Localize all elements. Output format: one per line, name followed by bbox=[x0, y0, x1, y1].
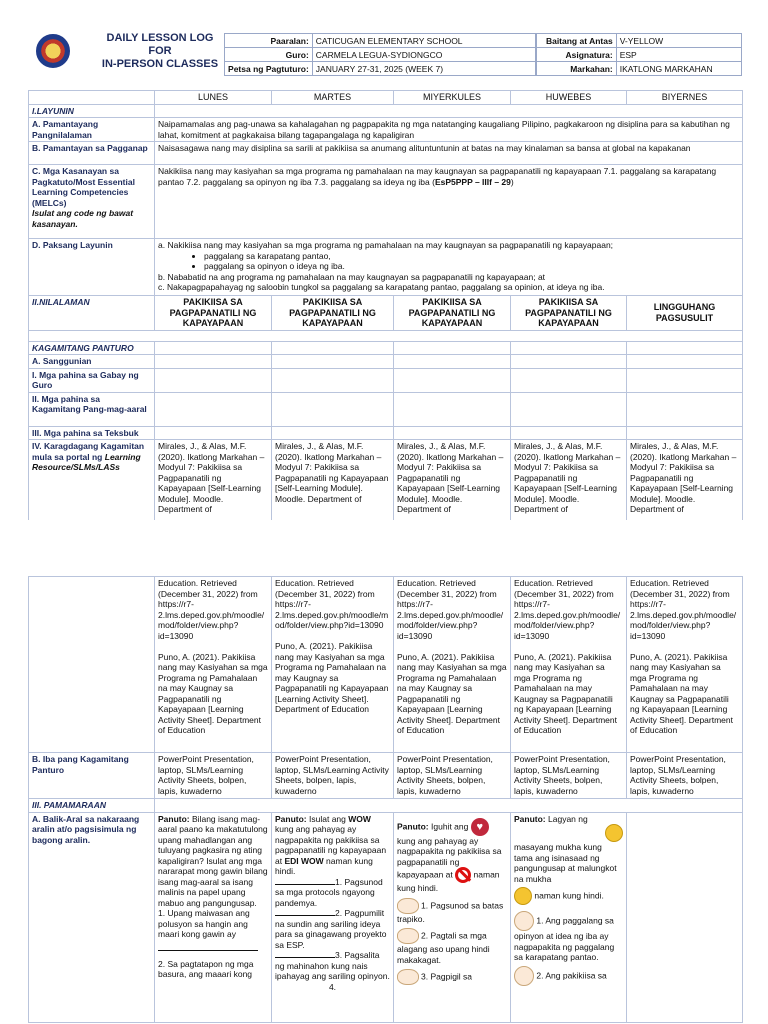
paksang-layunin-cell bbox=[155, 239, 743, 296]
balik-aral-huwebes bbox=[511, 812, 627, 1022]
ref-miyerkules-puno: Puno, A. (2021). Pakikiisa nang may Kasiyahan sa mga Programa ng Pamahalaan na may Kaugnay sa Pagpapanatili ng Kapayapaan [Learning Activity Sheet]. Department of Education bbox=[397, 651, 507, 735]
guro-label: Guro: bbox=[225, 48, 313, 62]
melc-note: Isulat ang code ng bawat kasanayan. bbox=[32, 208, 134, 229]
day-header-miyerkules: MIYERKULES bbox=[394, 91, 511, 105]
huwebes-item-2: 2. Ang pakikiisa sa bbox=[536, 969, 607, 980]
lunes-instruction: Bilang isang mag-aaral paano ka makatutulong upang mahadlangan ang tuluyang pagkasira ng ating kapaligiran? Isulat ang mga nararapat mong gawin bilang isang mag-aaral sa isang malinis na papel upang mabuo ang pangungusap. bbox=[158, 813, 268, 908]
martes-item-2: 2. Pagpumilit na sundin ang sariling ideya para sa ginagawang proyekto sa ESP. bbox=[275, 908, 387, 950]
martes-text-2: kung ang pahayag ay nagpapakita ng pakikiisa sa pagpapanatili ng kapayapaan at bbox=[275, 824, 387, 866]
melc-code: EsP5PPP – IIIf – 29 bbox=[434, 176, 511, 187]
iba-biyernes: PowerPoint Presentation, laptop, SLMs/Learning Activity Sheets, bolpen, lapis, kuwaderno bbox=[627, 753, 743, 799]
martes-item-4: 4. bbox=[328, 981, 337, 992]
huwebes-text-2: masayang mukha kung tama ang isinasaad ng pangungusap at malungkot na mukha bbox=[514, 842, 617, 884]
huwebes-text-3: naman kung hindi. bbox=[534, 890, 604, 901]
lunes-item-2: 2. Sa pagtatapon ng mga basura, ang maaari kong bbox=[158, 958, 254, 979]
karagdagang-italic: Learning Resource/SLMs/LASs bbox=[32, 451, 141, 472]
paksang-layunin-b: b. Nababatid na ang programa ng pamahalaan na may kaugnayan sa pagpapanatili ng kapayapaan; at bbox=[158, 271, 546, 282]
miyerkules-item-1: 1. Pagsunod sa batas trapiko. bbox=[397, 899, 504, 924]
martes-wow: WOW bbox=[348, 813, 371, 824]
ref-biyernes-cell bbox=[627, 577, 743, 753]
ref-martes-puno: Puno, A. (2021). Pakikiisa nang may Kasiyahan sa mga Programa ng Pamahalaan na may Kaugnay sa Pagpapanatili ng Kapayapaan [Learning Activity Sheet]. Department of Education bbox=[275, 641, 389, 714]
ref-huwebes-puno: Puno, A. (2021). Pakikiisa nang may Kasiyahan sa mga Programa ng Pamahalaan na may Kaugnay sa Pagpapanatili ng Kapayapaan [Learning Activity Sheet]. Department of Education bbox=[514, 651, 617, 735]
happy-face-icon bbox=[605, 824, 623, 842]
lunes-item-1: 1. Upang maiwasan ang polusyon sa hangin ang maari kong gawin ay bbox=[158, 908, 250, 939]
karagdagang-label-cell bbox=[29, 440, 155, 522]
paksang-layunin-bullet-1: • paggalang sa karapatang pantao, bbox=[204, 251, 739, 262]
ref-lunes-cell bbox=[155, 577, 272, 753]
iba-lunes: PowerPoint Presentation, laptop, SLMs/Learning Activity Sheets, bolpen, lapis, kuwaderno bbox=[155, 753, 272, 799]
iba-martes: PowerPoint Presentation, laptop, SLMs/Learning Activity Sheets, bolpen, lapis, kuwaderno bbox=[272, 753, 394, 799]
asignatura-value: ESP bbox=[616, 48, 741, 62]
header-info-right bbox=[536, 33, 742, 76]
answer-line bbox=[275, 957, 335, 958]
nilalaman-heading: II.NILALAMAN bbox=[29, 296, 155, 331]
martes-text-3: naman kung hindi. bbox=[275, 855, 373, 876]
teksbuk-label: III. Mga pahina sa Teksbuk bbox=[29, 426, 155, 440]
answer-circle-icon bbox=[514, 966, 534, 986]
sad-face-icon bbox=[514, 887, 532, 905]
topic-martes: PAKIKIISA SA PAGPAPANATILI NG KAPAYAPAAN bbox=[272, 296, 394, 331]
sanggunian-label: A. Sanggunian bbox=[29, 355, 155, 369]
paksang-layunin-bullet-2: • paggalang sa opinyon o ideya ng iba. bbox=[204, 261, 739, 272]
martes-edi-wow: EDI WOW bbox=[284, 855, 324, 866]
panuto-lunes: Panuto: bbox=[158, 813, 190, 824]
miyerkules-text-1: Iguhit ang bbox=[431, 820, 469, 831]
page-gap bbox=[0, 520, 768, 568]
panuto-miyerkules: Panuto: bbox=[397, 820, 429, 831]
header-info-left bbox=[224, 33, 536, 76]
martes-item-1: 1. Pagsunod sa mga protocols ngayong pandemya. bbox=[275, 876, 383, 908]
martes-item-3: 3. Pagsalita ng mahinahon kung nais ipahayag ang sariling opinyon. bbox=[275, 950, 390, 981]
pamamaraan-heading: III. PAMAMARAAN bbox=[29, 799, 155, 813]
ref-miyerkules-p1: Mirales, J., & Alas, M.F. (2020). Ikatlong Markahan – Modyul 7: Pakikiisa sa Pagpapanatili ng Kapayapaan [Self-Learning Module]. Moodle. Department of bbox=[394, 440, 511, 522]
deped-seal-icon bbox=[36, 34, 70, 68]
panuto-martes: Panuto: bbox=[275, 813, 307, 824]
answer-shape-icon bbox=[397, 969, 419, 985]
guro-value: CARMELA LEGUA-SYDIONGCO bbox=[312, 48, 535, 62]
huwebes-text-1: Lagyan ng bbox=[548, 813, 588, 824]
martes-text-1: Isulat ang bbox=[309, 813, 346, 824]
topic-miyerkules: PAKIKIISA SA PAGPAPANATILI NG KAPAYAPAAN bbox=[394, 296, 511, 331]
balik-aral-martes bbox=[272, 812, 394, 1022]
title-line-3: IN-PERSON CLASSES bbox=[101, 58, 219, 70]
ref-miyerkules-cell bbox=[394, 577, 511, 753]
asignatura-label: Asignatura: bbox=[537, 48, 617, 62]
lesson-table-page2 bbox=[28, 576, 743, 1023]
paksang-layunin-bullets bbox=[158, 251, 739, 272]
page-2 bbox=[0, 568, 768, 1024]
paaralan-value: CATICUGAN ELEMENTARY SCHOOL bbox=[312, 34, 535, 48]
kagamitan-heading: KAGAMITANG PANTURO bbox=[29, 341, 155, 355]
miyerkules-text-3: naman kung hindi. bbox=[397, 869, 500, 893]
pamantayan-sa-pagganap-text: Naisasagawa nang may disiplina sa sarili at pakikiisa sa anumang alituntuntunin at batas na may kinalaman sa bansa at global na kapakanan bbox=[155, 142, 743, 165]
heart-icon: ♥ bbox=[471, 818, 489, 836]
iba-miyerkules: PowerPoint Presentation, laptop, SLMs/Learning Activity Sheets, bolpen, lapis, kuwaderno bbox=[394, 753, 511, 799]
ref-huwebes-p1: Mirales, J., & Alas, M.F. (2020). Ikatlong Markahan – Modyul 7: Pakikiisa sa Pagpapanatili ng Kapayapaan [Self-Learning Module]. Moodle. Department of bbox=[511, 440, 627, 522]
gabay-ng-guro-label: I. Mga pahina sa Gabay ng Guro bbox=[29, 368, 155, 392]
answer-circle-icon bbox=[514, 911, 534, 931]
day-header-martes: MARTES bbox=[272, 91, 394, 105]
answer-shape-icon bbox=[397, 928, 419, 944]
ref-miyerkules-p2: Education. Retrieved (December 31, 2022) from https://r7-2.lms.deped.gov.ph/moodle/mod/folder/view.php?id=13090 bbox=[397, 578, 504, 641]
karagdagang-label: IV. Karagdagang Kagamitan mula sa portal ng bbox=[32, 441, 145, 462]
topic-lunes: PAKIKIISA SA PAGPAPANATILI NG KAPAYAPAAN bbox=[155, 296, 272, 331]
layunin-heading: I.LAYUNIN bbox=[29, 104, 155, 118]
melc-label-cell bbox=[29, 165, 155, 239]
melc-label: C. Mga Kasanayan sa Pagkatuto/Most Essential Learning Competencies (MELCs) bbox=[32, 166, 135, 208]
pamantayang-pangnilalaman-text: Naipamamalas ang pag-unawa sa kahalagahan ng pagpapakita ng mga natatanging kaugaliang Pilipino, pagkakaroon ng disiplina para sa kabutihan ng lahat, komitment at pagkakaisa bilang tagapangalaga ng kapaligiran bbox=[155, 118, 743, 142]
ref-lunes-p2: Education. Retrieved (December 31, 2022) from https://r7-2.lms.deped.gov.ph/moodle/mod/folder/view.php?id=13090 bbox=[158, 578, 265, 641]
panuto-huwebes: Panuto: bbox=[514, 813, 546, 824]
melc-text: Nakikiisa nang may kasiyahan sa mga programa ng pamahalaan na may kaugnayan sa pagpapanatili ng kapayapaan 7.1. paggalang sa karapatang pantao 7.2. paggalang sa opinyon ng iba 7.3. paggalang sa ideya ng iba ( bbox=[158, 166, 717, 187]
paaralan-label: Paaralan: bbox=[225, 34, 313, 48]
paksang-layunin-label: D. Paksang Layunin bbox=[29, 239, 155, 296]
document-title bbox=[80, 32, 240, 71]
day-header-huwebes: HUWEBES bbox=[511, 91, 627, 105]
melc-text-cell bbox=[155, 165, 743, 239]
answer-line bbox=[275, 915, 335, 916]
ref-martes-cell bbox=[272, 577, 394, 753]
petsa-value: JANUARY 27-31, 2025 (WEEK 7) bbox=[312, 62, 535, 76]
huwebes-item-1: 1. Ang paggalang sa opinyon at idea ng iba ay nagpapakita ng paggalang sa karapatang pantao. bbox=[514, 915, 615, 962]
ref-lunes-puno: Puno, A. (2021). Pakikiisa nang may Kasiyahan sa mga Programa ng Pamahalaan na may Kaugnay sa Pagpapanatili ng Kapayapaan [Learning Activity Sheet]. Department of Education bbox=[158, 651, 268, 735]
melc-close: ) bbox=[510, 176, 514, 187]
pamantayan-sa-pagganap-label: B. Pamantayan sa Pagganap bbox=[29, 142, 155, 165]
ref-lunes-p1: Mirales, J., & Alas, M.F. (2020). Ikatlong Markahan – Modyul 7: Pakikiisa sa Pagpapanatili ng Kapayapaan [Self-Learning Module]. Moodle. Department of bbox=[155, 440, 272, 522]
topic-huwebes: PAKIKIISA SA PAGPAPANATILI NG KAPAYAPAAN bbox=[511, 296, 627, 331]
document-header bbox=[28, 30, 742, 76]
petsa-label: Petsa ng Pagtuturo: bbox=[225, 62, 313, 76]
baitang-label: Baitang at Antas bbox=[537, 34, 617, 48]
miyerkules-text-2: kung ang pahayag ay nagpapakita ng pakikiisa sa pagpapanatili ng kapayapaan at bbox=[397, 835, 502, 880]
day-header-lunes: LUNES bbox=[155, 91, 272, 105]
ref-huwebes-cell bbox=[511, 577, 627, 753]
topic-biyernes: LINGGUHANG PAGSUSULIT bbox=[627, 296, 743, 331]
markahan-value: IKATLONG MARKAHAN bbox=[616, 62, 741, 76]
prohibited-icon bbox=[455, 867, 471, 883]
baitang-value: V-YELLOW bbox=[616, 34, 741, 48]
day-header-biyernes: BIYERNES bbox=[627, 91, 743, 105]
answer-shape-icon bbox=[397, 898, 419, 914]
answer-line bbox=[275, 884, 335, 885]
title-line-1: DAILY LESSON LOG bbox=[106, 32, 214, 44]
markahan-label: Markahan: bbox=[537, 62, 617, 76]
ref-huwebes-p2: Education. Retrieved (December 31, 2022) from https://r7-2.lms.deped.gov.ph/moodle/mod/folder/view.php?id=13090 bbox=[514, 578, 621, 641]
miyerkules-item-2: 2. Pagtali sa mga alagang aso upang hindi makakagat. bbox=[397, 930, 490, 965]
balik-aral-lunes bbox=[155, 812, 272, 1022]
ref-martes-p2: Education. Retrieved (December 31, 2022) from https://r7-2.lms.deped.gov.ph/moodle/mod/folder/view.php?id=13090 bbox=[275, 578, 389, 630]
iba-pang-kagamitan-label: B. Iba pang Kagamitang Panturo bbox=[29, 753, 155, 799]
miyerkules-item-3: 3. Pagpigil sa bbox=[421, 971, 473, 982]
ref-martes-p1: Mirales, J., & Alas, M.F. (2020). Ikatlong Markahan – Modyul 7: Pakikiisa sa Pagpapanatili ng Kapayapaan [Self-Learning Module]. Moodle. Department of bbox=[272, 440, 394, 522]
ref-biyernes-p2: Education. Retrieved (December 31, 2022) from https://r7-2.lms.deped.gov.ph/moodle/mod/folder/view.php?id=13090 bbox=[630, 578, 737, 641]
balik-aral-miyerkules bbox=[394, 812, 511, 1022]
ref-biyernes-puno: Puno, A. (2021). Pakikiisa nang may Kasiyahan sa mga Programa ng Pamahalaan na may Kaugnay sa Pagpapanatili ng Kapayapaan [Learning Activity Sheet]. Department of Education bbox=[630, 651, 733, 735]
corner-cell bbox=[29, 91, 155, 105]
paksang-layunin-a: a. Nakikiisa nang may kasiyahan sa mga programa ng pamahalaan na may kaugnayan sa pagpapanatili ng kapayapaan; bbox=[158, 240, 614, 250]
iba-huwebes: PowerPoint Presentation, laptop, SLMs/Learning Activity Sheets, bolpen, lapis, kuwaderno bbox=[511, 753, 627, 799]
answer-line bbox=[158, 940, 258, 951]
lesson-table-page1 bbox=[28, 90, 743, 522]
pamantayang-pangnilalaman-label: A. Pamantayang Pangnilalaman bbox=[29, 118, 155, 142]
kagamitang-pang-mag-aaral-label: II. Mga pahina sa Kagamitang Pang-mag-aaral bbox=[29, 392, 155, 426]
title-line-2: FOR bbox=[148, 45, 172, 57]
balik-aral-biyernes bbox=[627, 812, 743, 1022]
ref-biyernes-p1: Mirales, J., & Alas, M.F. (2020). Ikatlong Markahan – Modyul 7: Pakikiisa sa Pagpapanatili ng Kapayapaan [Self-Learning Module]. Moodle. Department of bbox=[627, 440, 743, 522]
balik-aral-label: A. Balik-Aral sa nakaraang aralin at/o pagsisimula ng bagong aralin. bbox=[29, 812, 155, 1022]
paksang-layunin-c: c. Nakapagpapahayag ng saloobin tungkol sa paggalang sa karapatang pantao, paggalang sa opinion, at ideya ng iba. bbox=[158, 282, 605, 292]
